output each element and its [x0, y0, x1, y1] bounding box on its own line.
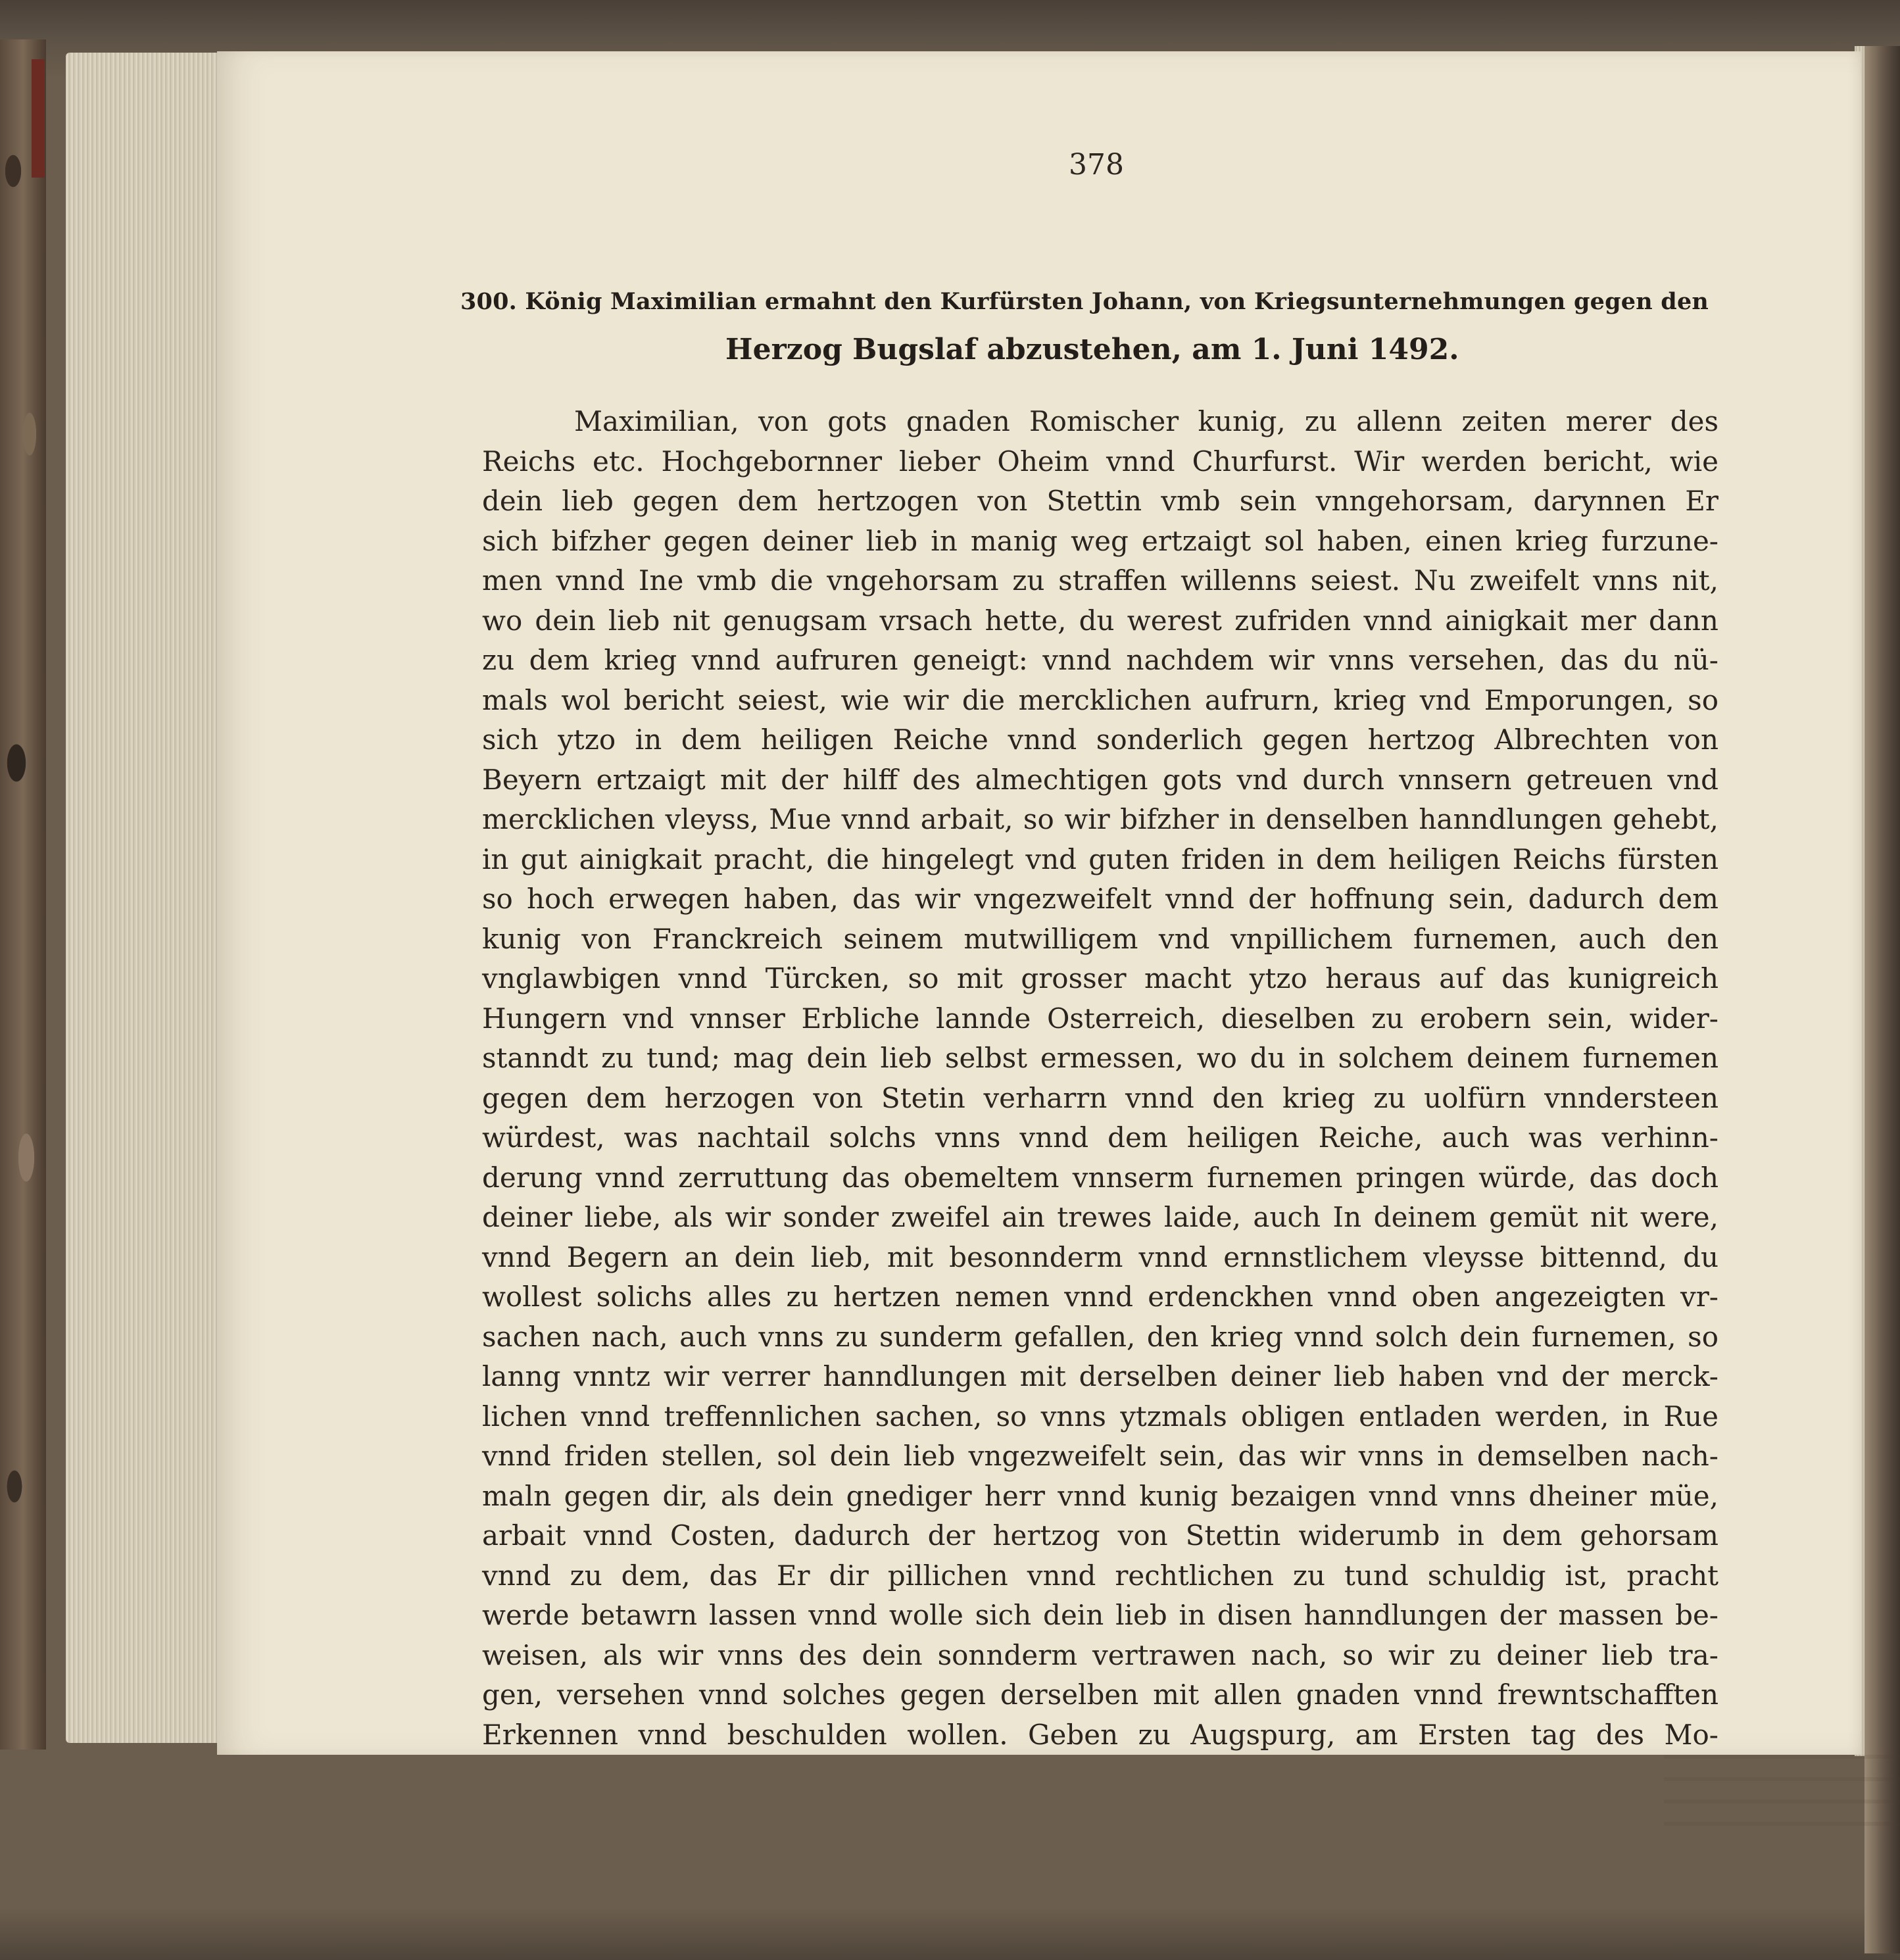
body-line: mals wol bericht seiest, wie wir die mercklichen aufrurn, krieg vnd Emporungen, so	[482, 683, 1718, 716]
body-line: Beyern ertzaigt mit der hilff des almechtigen gots vnd durch vnnsern getreuen vnd	[482, 763, 1718, 796]
body-line: Hungern vnd vnnser Erbliche lannde Osterreich, dieselben zu erobern sein, wider-	[482, 1002, 1718, 1035]
body-line: dein lieb gegen dem hertzogen von Stettin vmb sein vnngehorsam, darynnen Er	[482, 485, 1718, 517]
body-line: men vnnd Ine vmb die vngehorsam zu straffen willenns seiest. Nu zweifelt vnns nit,	[482, 564, 1718, 597]
body-line: derung vnnd zerruttung das obemeltem vnnserm furnemen pringen würde, das doch	[482, 1161, 1718, 1194]
body-line: Maximilian, von gots gnaden Romischer kunig, zu allenn zeiten merer des	[574, 405, 1718, 437]
body-line: vnglawbigen vnnd Türcken, so mit grosser macht ytzo heraus auf das kunigreich	[482, 962, 1718, 994]
body-line: gegen dem herzogen von Stetin verharrn vnnd den krieg zu uolfürn vnndersteen	[482, 1081, 1718, 1114]
body-line: weisen, als wir vnns des dein sonnderm vertrawen nach, so wir zu deiner lieb tra-	[482, 1638, 1718, 1671]
body-line: so hoch erwegen haben, das wir vngezweifelt vnnd der hoffnung sein, dadurch dem	[482, 883, 1718, 915]
body-line: in gut ainigkait pracht, die hingelegt vnd guten friden in dem heiligen Reichs fürsten	[482, 843, 1718, 875]
body-line: stanndt zu tund; mag dein lieb selbst ermessen, wo du in solchem deinem furnemen	[482, 1042, 1718, 1074]
body-line: lichen vnnd treffennlichen sachen, so vnns ytzmals obligen entladen werden, in Rue	[482, 1400, 1718, 1433]
page-number: 378	[1069, 148, 1124, 182]
show-through-text	[1664, 1755, 1900, 1840]
body-line: vnnd friden stellen, sol dein lieb vngezweifelt sein, das wir vnns in demselben nach-	[482, 1440, 1718, 1472]
body-line: wollest solichs alles zu hertzen nemen vnnd erdenckhen vnnd oben angezeigten vr-	[482, 1281, 1718, 1313]
body-line: sich ytzo in dem heiligen Reiche vnnd sonderlich gegen hertzog Albrechten von	[482, 723, 1718, 756]
body-line: vnnd zu dem, das Er dir pillichen vnnd rechtlichen zu tund schuldig ist, pracht	[482, 1559, 1718, 1592]
body-line: zu dem krieg vnnd aufruren geneigt: vnnd nachdem wir vnns versehen, das du nü-	[482, 644, 1718, 676]
right-binding-edge	[1864, 46, 1900, 1953]
cover-spine-patch	[32, 59, 45, 178]
body-line: wo dein lieb nit genugsam vrsach hette, du werest zufriden vnnd ainigkait mer dann	[482, 604, 1718, 637]
body-line: gen, versehen vnnd solches gegen derselben mit allen gnaden vnnd frewntschafften	[482, 1678, 1718, 1711]
body-line: maln gegen dir, als dein gnediger herr vnnd kunig bezaigen vnnd vnns dheiner müe,	[482, 1479, 1718, 1512]
body-line: werde betawrn lassen vnnd wolle sich dein lieb in disen hanndlungen der massen be-	[482, 1599, 1718, 1631]
body-line: kunig von Franckreich seinem mutwilligem vnd vnpillichem furnemen, auch den	[482, 922, 1718, 955]
body-line: sich bifzher gegen deiner lieb in manig weg ertzaigt sol haben, einen krieg furzune-	[482, 524, 1718, 557]
body-line: vnnd Begern an dein lieb, mit besonnderm vnnd ernnstlichem vleysse bittennd, du	[482, 1240, 1718, 1273]
body-line: Reichs etc. Hochgebornner lieber Oheim vnnd Churfurst. Wir werden bericht, wie	[482, 445, 1718, 478]
left-page-stack	[66, 53, 224, 1743]
body-line: mercklichen vleyss, Mue vnnd arbait, so wir bifzher in denselben hanndlungen gehebt,	[482, 803, 1718, 835]
document-heading-line-2: Herzog Bugslaf abzustehen, am 1. Juni 1492.	[725, 333, 1459, 366]
body-line: arbait vnnd Costen, dadurch der hertzog von Stettin widerumb in dem gehorsam	[482, 1519, 1718, 1552]
body-line: sachen nach, auch vnns zu sunderm gefallen, den krieg vnnd solch dein furnemen, so	[482, 1320, 1718, 1353]
document-heading-line-1: 300. König Maximilian ermahnt den Kurfürsten Johann, von Kriegsunternehmungen gegen den	[460, 288, 1709, 315]
body-line: lanng vnntz wir verrer hanndlungen mit derselben deiner lieb haben vnd der merck-	[482, 1360, 1718, 1392]
body-line: deiner liebe, als wir sonder zweifel ain trewes laide, auch In deinem gemüt nit were,	[482, 1201, 1718, 1233]
body-line: Erkennen vnnd beschulden wollen. Geben zu Augspurg, am Ersten tag des Mo-	[482, 1718, 1718, 1751]
body-line: würdest, was nachtail solchs vnns vnnd dem heiligen Reiche, auch was verhinn-	[482, 1121, 1718, 1154]
marbled-cover-edge	[0, 39, 46, 1750]
